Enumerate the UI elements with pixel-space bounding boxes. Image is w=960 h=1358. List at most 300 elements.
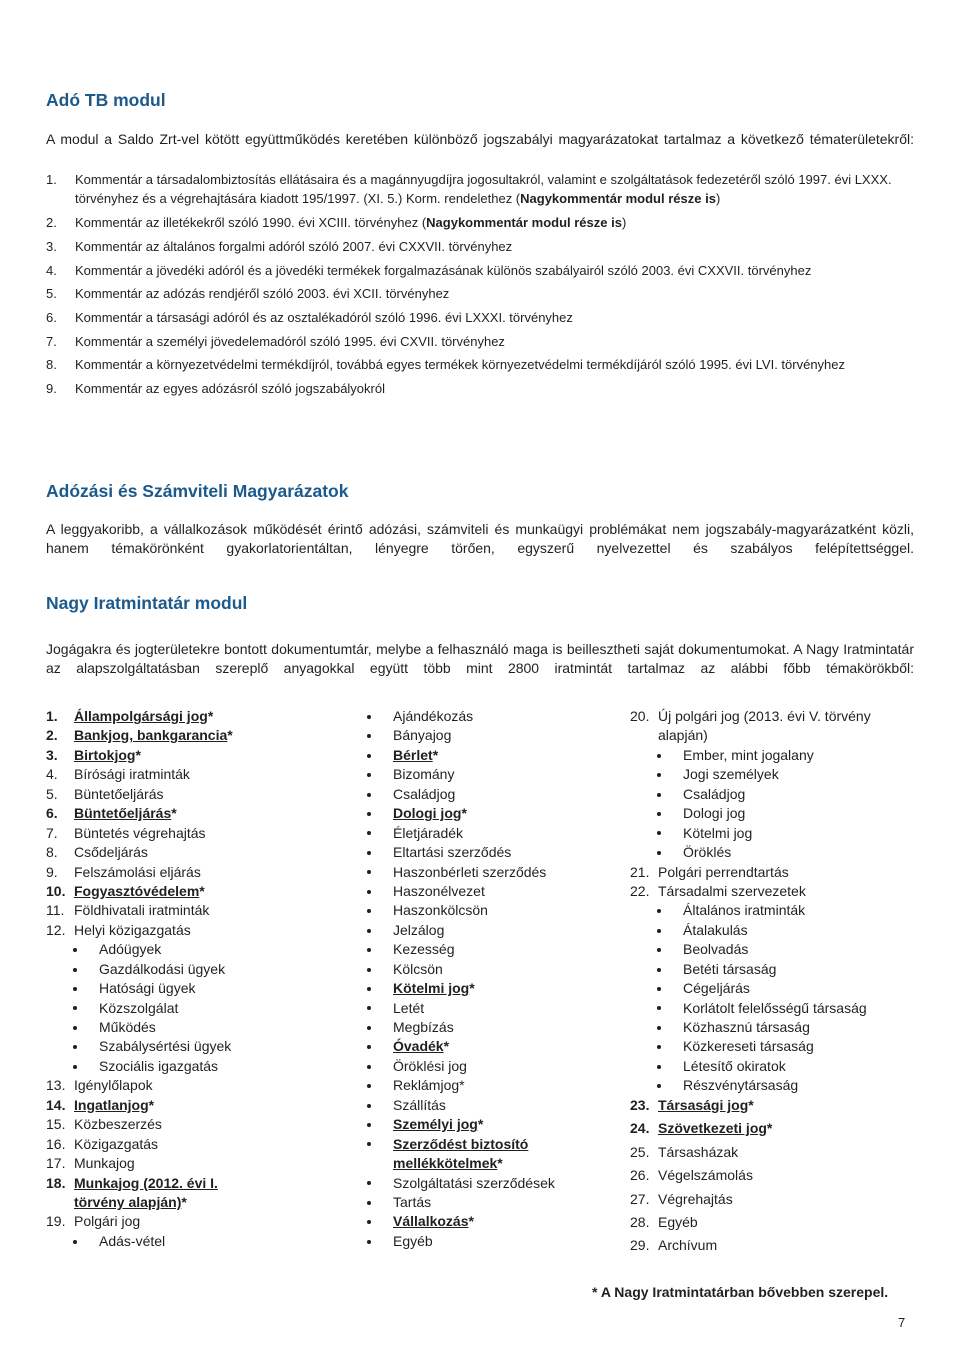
bullet-dot: [657, 1065, 661, 1069]
topic-label: Tartás: [393, 1193, 432, 1210]
topics-column-2: [366, 707, 555, 1251]
bullet-icon: [366, 1096, 393, 1115]
topic-label: Kezesség: [393, 941, 455, 958]
topic-label: Közigazgatás: [74, 1135, 159, 1152]
topic-item: [366, 746, 555, 765]
topic-label: Öröklési jog: [393, 1057, 467, 1074]
topic-label: Büntetőeljárás: [74, 805, 172, 822]
topic-number: 12.: [46, 921, 66, 938]
bullet-dot: [367, 1084, 371, 1088]
topic-label: Öröklés: [683, 844, 732, 861]
topic-label: Közkereseti társaság: [683, 1038, 814, 1055]
topic-number: 9.: [46, 863, 58, 880]
topic-asterisk: *: [148, 1096, 155, 1113]
topic-label: Bírósági iratminták: [74, 766, 190, 783]
topic-label: Szerződést biztosító: [393, 1135, 529, 1152]
topic-label: Közhasznú társaság: [683, 1019, 810, 1035]
topic-number: 19.: [46, 1213, 66, 1230]
bullet-icon: [630, 901, 683, 920]
topic-asterisk: *: [469, 980, 475, 997]
topic-label: Beolvadás: [683, 941, 749, 958]
topic-item: [46, 1212, 233, 1231]
topic-item: [46, 726, 233, 745]
bullet-icon: [46, 1057, 99, 1076]
topic-number: 8.: [46, 844, 58, 861]
bullet-dot: [367, 715, 371, 719]
topic-label: Fogyasztóvédelem: [74, 882, 200, 899]
topic-label: Kötelmi jog: [393, 980, 470, 997]
footnote: * A Nagy Iratmintatárban bővebben szerepel.: [592, 1284, 889, 1300]
bullet-dot: [367, 1026, 371, 1030]
topic-item: [46, 1154, 233, 1173]
topic-item: [630, 1076, 871, 1095]
topic-item: [630, 999, 871, 1018]
topic-number: 14.: [46, 1096, 66, 1113]
topic-label: Működés: [99, 1019, 156, 1035]
topic-label: Társasági jog: [658, 1096, 749, 1113]
topic-number: 25.: [630, 1143, 650, 1160]
bullet-dot: [73, 1006, 77, 1010]
bullet-dot: [657, 948, 661, 952]
bullet-icon: [46, 979, 99, 998]
topic-asterisk: *: [135, 746, 141, 763]
topic-item: [366, 999, 555, 1018]
bullet-dot: [367, 948, 371, 952]
topic-item: [630, 746, 871, 765]
bullet-icon: [630, 960, 683, 979]
topic-label: Közbeszerzés: [74, 1116, 162, 1133]
bullet-dot: [367, 1220, 371, 1224]
topic-label: Végelszámolás: [658, 1167, 753, 1184]
topic-item: [630, 1057, 871, 1076]
topic-item: [630, 1018, 871, 1037]
topic-label: Felszámolási eljárás: [74, 863, 201, 880]
topic-item: [46, 1076, 233, 1095]
topic-label: Családjog: [683, 785, 746, 802]
topic-item: [46, 901, 233, 920]
bullet-icon: [366, 1232, 393, 1251]
topic-label: alapján): [658, 727, 708, 744]
topic-item: [46, 785, 233, 804]
topic-label: Jelzálog: [393, 921, 445, 938]
bullet-icon: [366, 863, 393, 882]
topic-item: [630, 921, 871, 940]
topic-item: [366, 824, 555, 843]
topic-label: Egyéb: [393, 1232, 433, 1249]
topic-item: [630, 1119, 871, 1138]
bullet-icon: [366, 765, 393, 784]
topic-label: Bizomány: [393, 766, 455, 783]
bullet-dot: [73, 987, 77, 991]
topic-label: Megbízás: [393, 1019, 454, 1035]
topic-label: Igénylőlapok: [74, 1077, 153, 1094]
bullet-dot: [367, 870, 371, 874]
topic-number: 17.: [46, 1155, 66, 1172]
topic-label: Birtokjog: [74, 746, 136, 763]
bullet-dot: [367, 1123, 371, 1127]
adozasi-text: A leggyakoribb, a vállalkozások működését érintő adózási, számviteli és munkaügyi problémákat nem jogszabály-magyarázatként közli, hanem témakörönként gyakorlatorientáltan, lényegre törően, egyszerű nyelvezettel és szabályos felépítettséggel.: [46, 521, 914, 556]
bullet-dot: [657, 812, 661, 816]
bullet-dot: [367, 1142, 371, 1146]
topic-item: [630, 960, 871, 979]
topic-item: [630, 1166, 871, 1185]
item-number: 8.: [46, 357, 57, 373]
topic-item: [46, 843, 233, 862]
topic-item: [630, 1236, 871, 1255]
topic-item: [366, 1174, 555, 1193]
item-text-bold: Nagykommentár modul része is: [426, 215, 622, 231]
bullet-dot: [657, 831, 661, 835]
topic-label: Dologi jog: [683, 805, 746, 822]
bullet-dot: [657, 1084, 661, 1088]
ado-tb-list: [46, 170, 914, 403]
topic-item: [630, 726, 871, 745]
section-title-ado-tb: Adó TB modul: [46, 90, 166, 110]
topic-item: [46, 960, 233, 979]
topic-number: 1.: [46, 708, 58, 724]
bullet-dot: [73, 1240, 77, 1244]
bullet-dot: [73, 1065, 77, 1069]
topic-item: [46, 746, 233, 765]
topic-item: [630, 882, 871, 901]
item-text-bold: Nagykommentár modul része is: [520, 191, 716, 207]
bullet-dot: [367, 851, 371, 855]
item-number: 7.: [46, 333, 57, 349]
topic-label: Polgári jog: [74, 1213, 141, 1230]
item-text: [75, 261, 914, 280]
item-number: 2.: [46, 215, 57, 231]
topic-number: 24.: [630, 1120, 650, 1137]
topic-number: 6.: [46, 805, 58, 822]
topic-label: Létesítő okiratok: [683, 1057, 786, 1074]
bullet-dot: [657, 754, 661, 758]
bullet-dot: [73, 968, 77, 972]
bullet-icon: [366, 1018, 393, 1037]
bullet-icon: [366, 1154, 393, 1173]
topic-label: Szállítás: [393, 1096, 446, 1113]
topic-label: Munkajog (2012. évi I.: [74, 1174, 218, 1191]
topic-item: [46, 1096, 233, 1115]
topic-item: [366, 1193, 555, 1212]
bullet-icon: [366, 746, 393, 765]
topic-asterisk: *: [461, 805, 467, 822]
topic-item: [46, 1115, 233, 1134]
topic-label: Jogi személyek: [683, 766, 779, 783]
bullet-icon: [46, 940, 99, 959]
topic-item: [366, 1154, 555, 1173]
topic-item: [46, 863, 233, 882]
topic-label: Bányajog: [393, 727, 452, 744]
topic-item: [46, 1018, 233, 1037]
bullet-icon: [630, 765, 683, 784]
topic-label: Végrehajtás: [658, 1190, 733, 1207]
topic-label: Életjáradék: [393, 824, 464, 841]
bullet-icon: [366, 1115, 393, 1134]
bullet-dot: [367, 773, 371, 777]
bullet-dot: [657, 773, 661, 777]
item-text-main: Kommentár az illetékekről szóló 1990. évi XCIII. törvényhez (: [75, 215, 427, 231]
topic-item: [366, 1096, 555, 1115]
topic-asterisk: *: [477, 1116, 484, 1133]
topic-item: [366, 863, 555, 882]
bullet-dot: [657, 851, 661, 855]
topic-item: [366, 1115, 555, 1134]
item-text: [75, 308, 914, 327]
bullet-icon: [366, 1037, 393, 1056]
item-number: 3.: [46, 238, 57, 254]
item-text-main: Kommentár a környezetvédelmi termékdíjról, továbbá egyes termékek környezetvédelmi termékdíjáról szóló 1995. évi LVI. törvényhez: [75, 357, 846, 373]
bullet-icon: [46, 999, 99, 1018]
bullet-dot: [367, 1181, 371, 1185]
topic-label: Polgári perrendtartás: [658, 863, 789, 880]
topic-item: [46, 1037, 233, 1056]
list-item: [46, 284, 914, 303]
list-item: [46, 170, 914, 209]
bullet-icon: [366, 960, 393, 979]
item-text: [75, 213, 914, 232]
topic-label: Büntetés végrehajtás: [74, 824, 206, 841]
topic-item: [366, 804, 555, 823]
topic-item: [366, 940, 555, 959]
topic-label: Földhivatali iratminták: [74, 902, 210, 919]
topic-item: [366, 726, 555, 745]
topic-label: Családjog: [393, 785, 456, 802]
list-item: [46, 237, 914, 256]
page-number: 7: [898, 1315, 906, 1330]
bullet-icon: [366, 1193, 393, 1212]
topic-item: [46, 1174, 233, 1193]
bullet-icon: [366, 1057, 393, 1076]
bullet-icon: [46, 1232, 99, 1251]
topic-number: 22.: [630, 882, 650, 899]
topic-item: [366, 1212, 555, 1231]
bullet-icon: [366, 1174, 393, 1193]
topic-item: [630, 940, 871, 959]
topic-number: 3.: [46, 746, 58, 763]
topic-number: [46, 1193, 74, 1212]
section-title-iratmintatar: Nagy Iratmintatár modul: [46, 593, 248, 613]
item-text: [75, 284, 914, 303]
item-text-main: Kommentár az általános forgalmi adóról szóló 2007. évi CXXVII. törvényhez: [75, 238, 513, 254]
bullet-dot: [367, 929, 371, 933]
topic-label: Részvénytársaság: [683, 1077, 799, 1094]
topic-label: Szövetkezeti jog: [658, 1120, 767, 1137]
item-number: 6.: [46, 309, 57, 325]
topic-asterisk: *: [748, 1096, 754, 1113]
bullet-icon: [366, 785, 393, 804]
bullet-dot: [367, 890, 371, 894]
item-text: [75, 237, 914, 256]
bullet-dot: [657, 987, 661, 991]
topic-label: Átalakulás: [683, 921, 748, 938]
bullet-dot: [73, 948, 77, 952]
topic-asterisk: *: [468, 1213, 474, 1230]
list-item: [46, 332, 914, 351]
bullet-dot: [657, 1006, 661, 1010]
bullet-icon: [46, 1018, 99, 1037]
topic-label: Szabálysértési ügyek: [99, 1038, 232, 1055]
topic-asterisk: *: [227, 727, 233, 744]
topic-item: [630, 785, 871, 804]
topic-item: [366, 707, 555, 726]
topic-item: [366, 843, 555, 862]
topic-label: Szolgáltatási szerződések: [393, 1174, 555, 1191]
bullet-icon: [630, 1018, 683, 1037]
topic-asterisk: *: [443, 1038, 450, 1055]
topic-label: Bankjog, bankgarancia: [74, 727, 228, 744]
bullet-icon: [630, 824, 683, 843]
topic-label: Szociális igazgatás: [99, 1057, 219, 1074]
topic-item: [630, 765, 871, 784]
topic-item: [630, 979, 871, 998]
bullet-dot: [73, 1045, 77, 1049]
topic-item: [630, 1190, 871, 1209]
topic-item: [366, 901, 555, 920]
item-text: [75, 379, 914, 398]
topic-label: Ember, mint jogalany: [683, 746, 814, 763]
bullet-dot: [367, 1045, 371, 1049]
item-text-tail: ): [621, 215, 627, 231]
bullet-icon: [630, 1057, 683, 1076]
bullet-icon: [366, 726, 393, 745]
bullet-dot: [367, 1065, 371, 1069]
bullet-icon: [366, 921, 393, 940]
topic-label: Bérlet: [393, 746, 433, 763]
topic-item: [366, 960, 555, 979]
topic-label: Gazdálkodási ügyek: [99, 960, 226, 977]
bullet-icon: [630, 785, 683, 804]
topic-item: [46, 882, 233, 901]
topic-item: [366, 882, 555, 901]
list-item: [46, 261, 914, 280]
bullet-dot: [367, 793, 371, 797]
topic-number: 4.: [46, 766, 58, 783]
bullet-dot: [367, 1104, 371, 1108]
bullet-icon: [366, 707, 393, 726]
bullet-icon: [46, 960, 99, 979]
ado-tb-intro: A modul a Saldo Zrt-vel kötött együttműködés keretében különböző jogszabályi magyarázatokat tartalmaz a következő tématerületekről:: [46, 131, 914, 147]
bullet-icon: [366, 940, 393, 959]
topic-item: [46, 1193, 233, 1212]
topic-item: [46, 1057, 233, 1076]
bullet-icon: [366, 804, 393, 823]
item-text-main: Kommentár a jövedéki adóról és a jövedéki termékek forgalmazásának különös szabályairól szóló 2003. évi CXXVII. törvényhez: [75, 262, 812, 278]
topic-number: 5.: [46, 785, 58, 802]
item-text-main: Kommentár a társasági adóról és az osztalékadóról szóló 1996. évi LXXXI. törvényhez: [75, 309, 573, 325]
topic-label: Állampolgársági jog: [74, 708, 208, 724]
bullet-icon: [630, 804, 683, 823]
bullet-dot: [657, 968, 661, 972]
topic-label: Kölcsön: [393, 960, 443, 977]
bullet-dot: [367, 831, 371, 835]
topic-item: [46, 1135, 233, 1154]
iratmintatar-text: Jogágakra és jogterületekre bontott dokumentumtár, melybe a felhasználó maga is beillesztheti saját dokumentumokat. A Nagy Iratmintatár az alapszolgáltatásban szereplő anyagokkal együtt több mint 2800 iratmintát tartalmaz az alábbi főbb témakörökből:: [46, 641, 914, 676]
topic-item: [46, 999, 233, 1018]
topic-item: [46, 824, 233, 843]
topic-label: Haszonkölcsön: [393, 902, 488, 919]
topic-item: [46, 707, 233, 726]
topic-number: 7.: [46, 824, 58, 841]
topic-label: törvény alapján): [74, 1193, 182, 1210]
bullet-icon: [366, 824, 393, 843]
bullet-icon: [366, 1212, 393, 1231]
topic-item: [46, 940, 233, 959]
topic-asterisk: *: [207, 708, 214, 724]
topic-asterisk: *: [199, 882, 205, 899]
topic-label: Büntetőeljárás: [74, 785, 164, 802]
topic-number: [630, 726, 658, 745]
topic-label: Társadalmi szervezetek: [658, 882, 806, 899]
section-title-adozasi: Adózási és Számviteli Magyarázatok: [46, 481, 349, 501]
bullet-dot: [657, 793, 661, 797]
topic-label: Betéti társaság: [683, 960, 777, 977]
topic-item: [366, 921, 555, 940]
topic-label: Dologi jog: [393, 805, 462, 822]
item-text-main: Kommentár a személyi jövedelemadóról szóló 1995. évi CXVII. törvényhez: [75, 333, 505, 349]
topic-label: Letét: [393, 999, 425, 1016]
topic-number: 20.: [630, 708, 650, 724]
item-number: 5.: [46, 286, 57, 302]
bullet-icon: [366, 1076, 393, 1095]
bullet-icon: [630, 843, 683, 862]
topic-number: 10.: [46, 882, 66, 899]
topic-label: Általános iratminták: [683, 902, 806, 919]
bullet-dot: [367, 734, 371, 738]
topic-item: [366, 1037, 555, 1056]
topic-item: [630, 1096, 871, 1115]
topic-item: [366, 785, 555, 804]
list-item: [46, 308, 914, 327]
topic-number: 16.: [46, 1135, 66, 1152]
bullet-icon: [630, 940, 683, 959]
item-text-tail: ): [715, 191, 721, 207]
topic-item: [630, 804, 871, 823]
item-number: 1.: [46, 172, 57, 187]
topic-number: 15.: [46, 1116, 66, 1133]
topic-asterisk: *: [171, 805, 177, 822]
bullet-icon: [630, 921, 683, 940]
topic-label: Társasházak: [658, 1143, 739, 1160]
bullet-icon: [46, 1037, 99, 1056]
bullet-icon: [366, 999, 393, 1018]
topic-label: Kötelmi jog: [683, 824, 753, 841]
topic-label: Adóügyek: [99, 941, 162, 958]
bullet-dot: [367, 968, 371, 972]
topic-label: Ingatlanjog: [74, 1096, 149, 1113]
topic-item: [366, 765, 555, 784]
bullet-dot: [73, 1026, 77, 1030]
bullet-icon: [366, 882, 393, 901]
topic-item: [366, 1135, 555, 1154]
topic-label: Helyi közigazgatás: [74, 921, 191, 938]
topic-label: mellékkötelmek: [393, 1155, 498, 1172]
bullet-dot: [657, 1045, 661, 1049]
bullet-dot: [367, 987, 371, 991]
topic-label: Reklámjog*: [393, 1077, 465, 1094]
bullet-icon: [366, 979, 393, 998]
bullet-dot: [367, 909, 371, 913]
list-item: [46, 355, 914, 374]
list-item: [46, 213, 914, 232]
topic-label: Archívum: [658, 1237, 718, 1254]
item-text: [75, 355, 914, 374]
item-text-main: Kommentár az adózás rendjéről szóló 2003. évi XCII. törvényhez: [75, 286, 450, 302]
topic-label: Haszonélvezet: [393, 882, 485, 899]
topic-item: [366, 979, 555, 998]
topic-label: Korlátolt felelősségű társaság: [683, 999, 867, 1016]
bullet-dot: [657, 909, 661, 913]
topic-item: [366, 1076, 555, 1095]
